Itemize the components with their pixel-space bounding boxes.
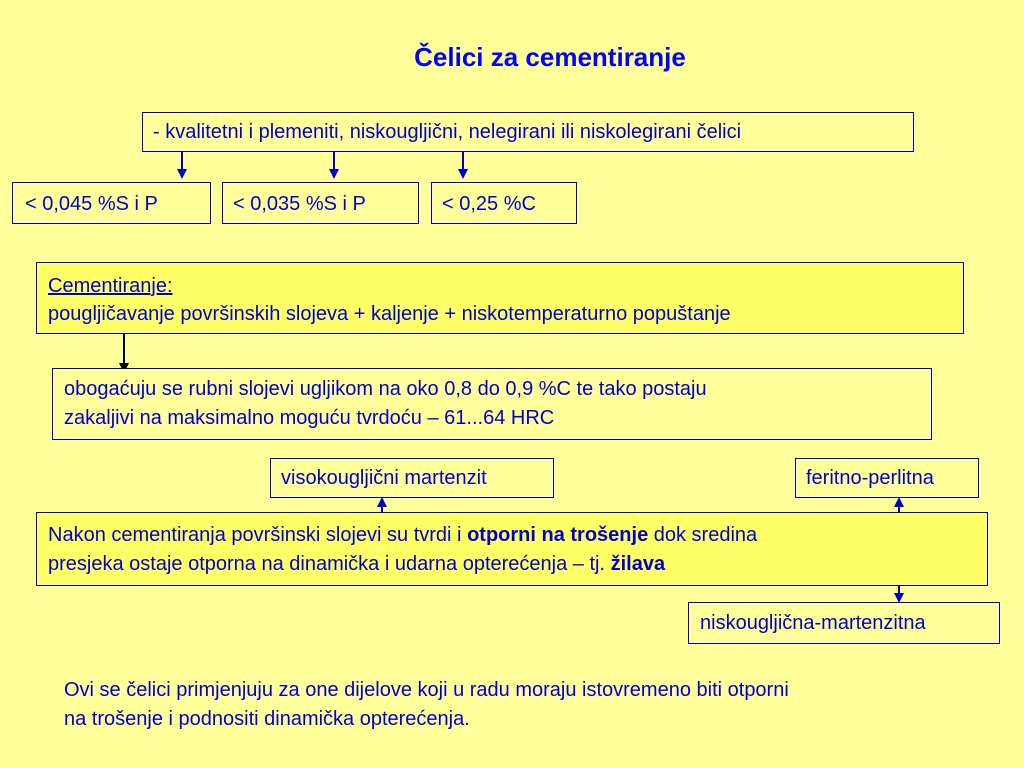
criteria-box-1 <box>12 182 211 224</box>
result-line-2: presjeka ostaje otporna na dinamička i udarna opterećenja – tj. žilava <box>48 553 666 575</box>
criteria-box-3 <box>431 182 577 224</box>
martenzit-label: visokougljični martenzit <box>281 467 487 489</box>
criteria-text-1: < 0,045 %S i P <box>25 193 158 215</box>
closing-note <box>64 676 1004 734</box>
cementiranje-heading: Cementiranje: <box>48 275 173 297</box>
enrichment-line-1: obogaćuju se rubni slojevi ugljikom na oko 0,8 do 0,9 %C te tako postaju <box>64 378 707 400</box>
page-title: Čelici za cementiranje <box>414 42 686 72</box>
cementiranje-box <box>36 262 964 334</box>
closing-note-line-2: na trošenje i podnositi dinamička opterećenja. <box>64 708 470 730</box>
cementiranje-text: pougljičavanje površinskih slojeva + kaljenje + niskotemperaturno popuštanje <box>48 303 731 325</box>
result-box <box>36 512 988 586</box>
criteria-text-2: < 0,035 %S i P <box>233 193 366 215</box>
nisko-label-box <box>688 602 1000 644</box>
feritno-label: feritno-perlitna <box>806 467 934 489</box>
feritno-label-box <box>795 458 979 498</box>
closing-note-line-1: Ovi se čelici primjenjuju za one dijelove koji u radu moraju istovremeno biti otporni <box>64 679 789 701</box>
tough-emphasis: žilava <box>610 553 666 575</box>
criteria-box-2 <box>222 182 419 224</box>
result-line-1: Nakon cementiranja površinski slojevi su tvrdi i otporni na trošenje dok sredina <box>48 524 758 546</box>
criteria-text-3: < 0,25 %C <box>442 193 536 215</box>
steel-description-text: - kvalitetni i plemeniti, niskougljični, nelegirani ili niskolegirani čelici <box>153 121 742 143</box>
steel-description-box <box>142 112 914 152</box>
enrichment-line-2: zakaljivi na maksimalno moguću tvrdoću – 61...64 HRC <box>64 407 555 429</box>
martenzit-label-box <box>270 458 554 498</box>
nisko-label: niskougljična-martenzitna <box>700 612 926 634</box>
wear-resistant-emphasis: otporni na trošenje <box>467 524 649 546</box>
enrichment-box <box>52 368 932 440</box>
